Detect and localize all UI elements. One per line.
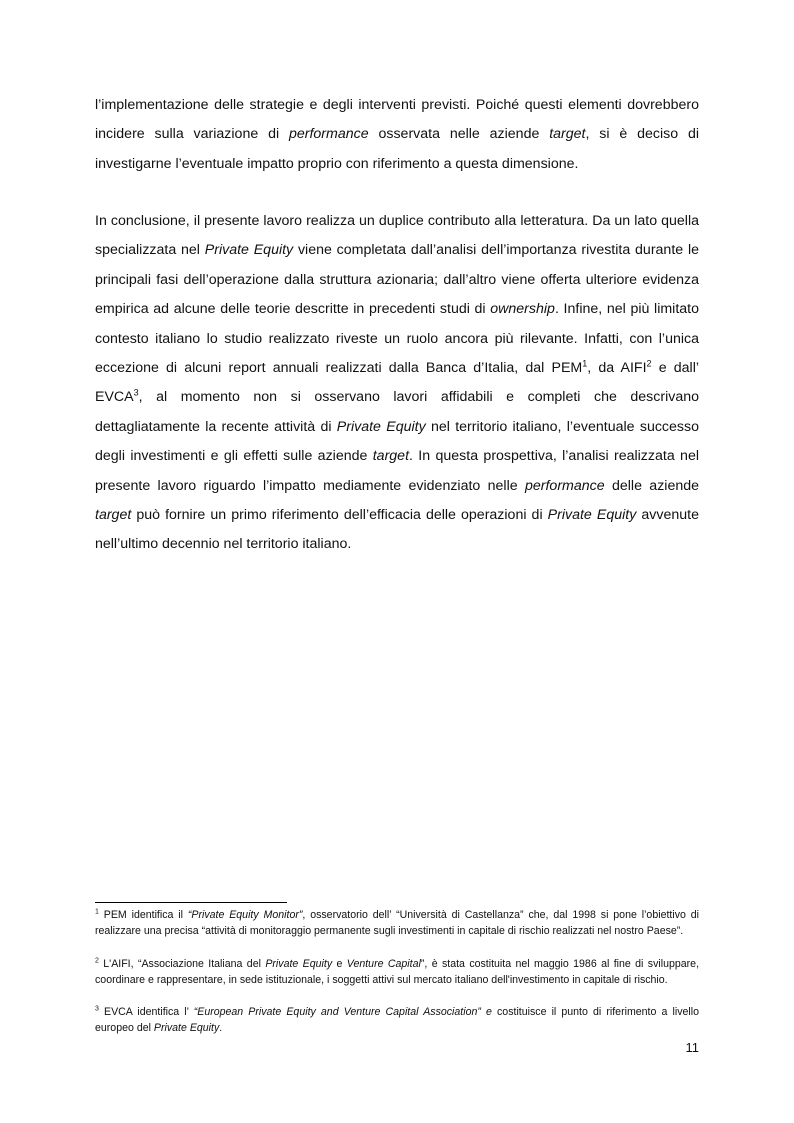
italic-term: target	[95, 507, 132, 524]
footnote-ref-3[interactable]: 3	[133, 387, 139, 398]
footnote-2	[95, 957, 699, 989]
italic-term: target	[549, 126, 586, 143]
text-run: viene completata dall’analisi dell’importanza rivestita durante le principali fasi dell’operazione dalla struttura azionaria; dall’altro viene offerta ulteriore evidenza empirica ad alcune delle teorie descritte in precedenti studi di	[95, 242, 699, 318]
text-run: l’implementazione delle strategie e degli interventi previsti. Poiché questi elementi dovrebbero incidere sulla variazione di	[95, 97, 699, 143]
text-run: In conclusione, il presente lavoro realizza un duplice contributo alla letteratura. Da un lato quella specializzata nel	[95, 213, 699, 259]
body-paragraph-2	[95, 207, 699, 560]
text-run: delle aziende	[604, 477, 700, 494]
footnote-number: 2	[95, 957, 99, 965]
text-run: e	[332, 958, 347, 970]
text-run: e dall’ EVCA	[95, 360, 699, 406]
italic-term: Venture Capital	[346, 958, 421, 970]
text-run: , si è deciso di investigarne l’eventuale impatto proprio con riferimento a questa dimensione.	[95, 126, 700, 172]
footnote-number: 3	[95, 1005, 99, 1013]
text-run: può fornire un primo riferimento dell’efficacia delle operazioni di	[131, 507, 548, 524]
footnote-number: 1	[95, 908, 99, 916]
italic-term: Private Equity	[153, 1021, 220, 1034]
italic-term: Private Equity	[336, 418, 426, 435]
body-paragraph-1	[95, 91, 699, 179]
italic-term: Private Equity	[204, 242, 294, 259]
text-run: PEM identifica il	[98, 909, 188, 921]
italic-term: target	[372, 448, 410, 465]
text-run: osservata nelle aziende	[368, 126, 550, 143]
text-run: , al momento non si osservano lavori affidabili e completi che descrivano dettagliatamente la recente attività di	[95, 389, 699, 435]
text-run: , osservatorio dell’ “Università di Castellanza” che, dal 1998 si pone l’obiettivo di realizzare una precisa “attività di monitoraggio permanente sugli investimenti in capitale di rischio realizzati nel nostro Paese”.	[95, 909, 699, 937]
footnote-ref-1[interactable]: 1	[582, 358, 588, 369]
footnote-ref-2[interactable]: 2	[646, 358, 652, 369]
text-run: costituisce il punto di riferimento a livello europeo del	[95, 1006, 699, 1034]
text-run: nel territorio italiano, l’eventuale successo degli investimenti e gli effetti sulle aziende	[95, 418, 699, 465]
italic-term: “Private Equity Monitor”	[187, 909, 303, 921]
italic-term: ownership	[490, 301, 555, 318]
text-run: , da AIFI	[587, 360, 647, 377]
text-run: avvenute nell’ultimo decennio nel territorio italiano.	[95, 507, 699, 553]
italic-term: Private Equity	[547, 507, 637, 524]
page-number: 11	[685, 1040, 699, 1055]
italic-term: performance	[524, 477, 605, 494]
text-run: EVCA identifica l’	[98, 1006, 194, 1018]
footnote-1	[95, 908, 699, 940]
text-run: ”, è stata costituita nel maggio 1986 al fine di sviluppare, coordinare e rappresentare, in sede istituzionale, i soggetti attivi sul mercato italiano dell'investimento in capitale di rischio.	[95, 958, 700, 986]
text-run: . Infine, nel più limitato contesto italiano lo studio realizzato riveste un ruolo ancora più rilevante. Infatti, con l’unica eccezione di alcuni report annuali realizzati dalla Banca d’Italia, dal PEM	[95, 301, 699, 377]
text-run: L'AIFI, “Associazione Italiana del	[98, 958, 266, 970]
footnote-3	[95, 1005, 699, 1037]
italic-term: Private Equity	[265, 958, 333, 970]
footnote-separator	[95, 902, 287, 903]
italic-term: “European Private Equity and Venture Capital Association” e	[193, 1006, 492, 1018]
italic-term: performance	[288, 126, 369, 143]
text-run: .	[219, 1021, 223, 1034]
text-run: . In questa prospettiva, l’analisi realizzata nel presente lavoro riguardo l’impatto mediamente evidenziato nelle	[95, 448, 699, 494]
